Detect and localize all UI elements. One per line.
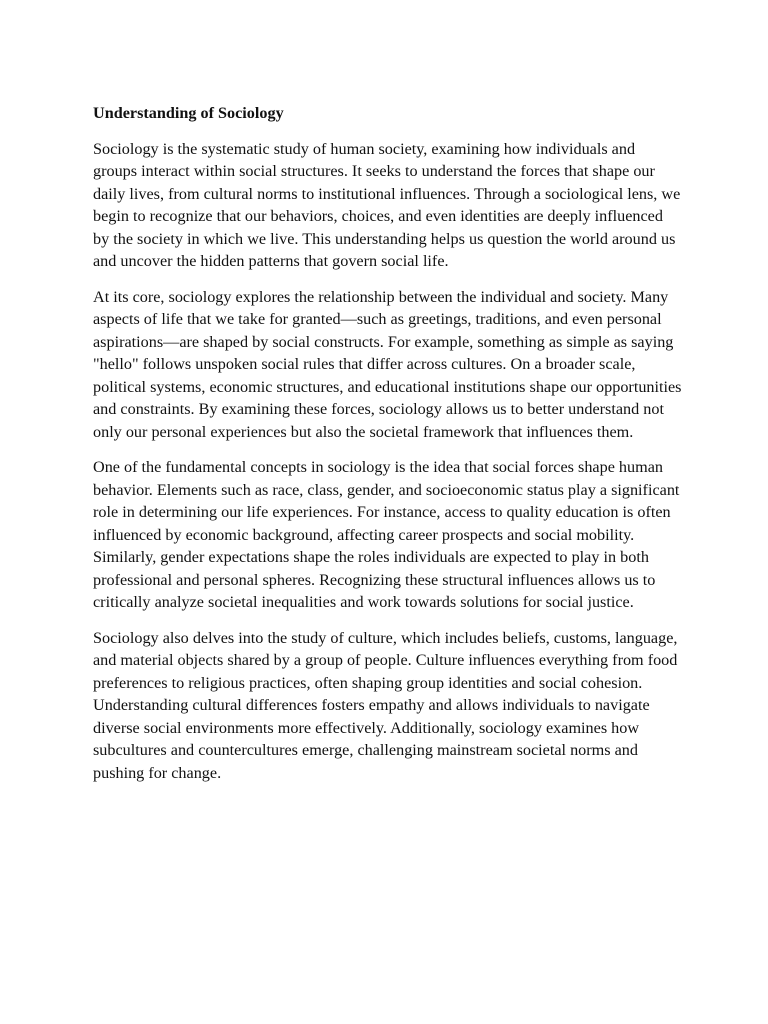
paragraph-2: At its core, sociology explores the relationship between the individual and society. Many aspects of life that we take for granted—such as greetings, traditions, and even personal aspirations—are shaped by social constructs. For example, something as simple as saying "hello" follows unspoken social rules that differ across cultures. On a broader scale, political systems, economic structures, and educational institutions shape our opportunities and constraints. By examining these forces, sociology allows us to better understand not only our personal experiences but also the societal framework that influences them. bbox=[93, 287, 682, 441]
document-title: Understanding of Sociology bbox=[93, 104, 284, 122]
document-page bbox=[93, 102, 683, 797]
paragraph-1: Sociology is the systematic study of human society, examining how individuals and groups interact within social structures. It seeks to understand the forces that shape our daily lives, from cultural norms to institutional influences. Through a sociological lens, we begin to recognize that our behaviors, choices, and even identities are deeply influenced by the society in which we live. This understanding helps us question the world around us and uncover the hidden patterns that govern social life. bbox=[93, 139, 681, 270]
paragraph-4: Sociology also delves into the study of culture, which includes beliefs, customs, language, and material objects shared by a group of people. Culture influences everything from food preferences to religious practices, often shaping group identities and social cohesion. Understanding cultural differences fosters empathy and allows individuals to navigate diverse social environments more effectively. Additionally, sociology examines how subcultures and countercultures emerge, challenging mainstream societal norms and pushing for change. bbox=[93, 628, 678, 782]
paragraph-3: One of the fundamental concepts in sociology is the idea that social forces shape human behavior. Elements such as race, class, gender, and socioeconomic status play a significant role in determining our life experiences. For instance, access to quality education is often influenced by economic background, affecting career prospects and social mobility. Similarly, gender expectations shape the roles individuals are expected to play in both professional and personal spheres. Recognizing these structural influences allows us to critically analyze societal inequalities and work towards solutions for social justice. bbox=[93, 458, 680, 611]
